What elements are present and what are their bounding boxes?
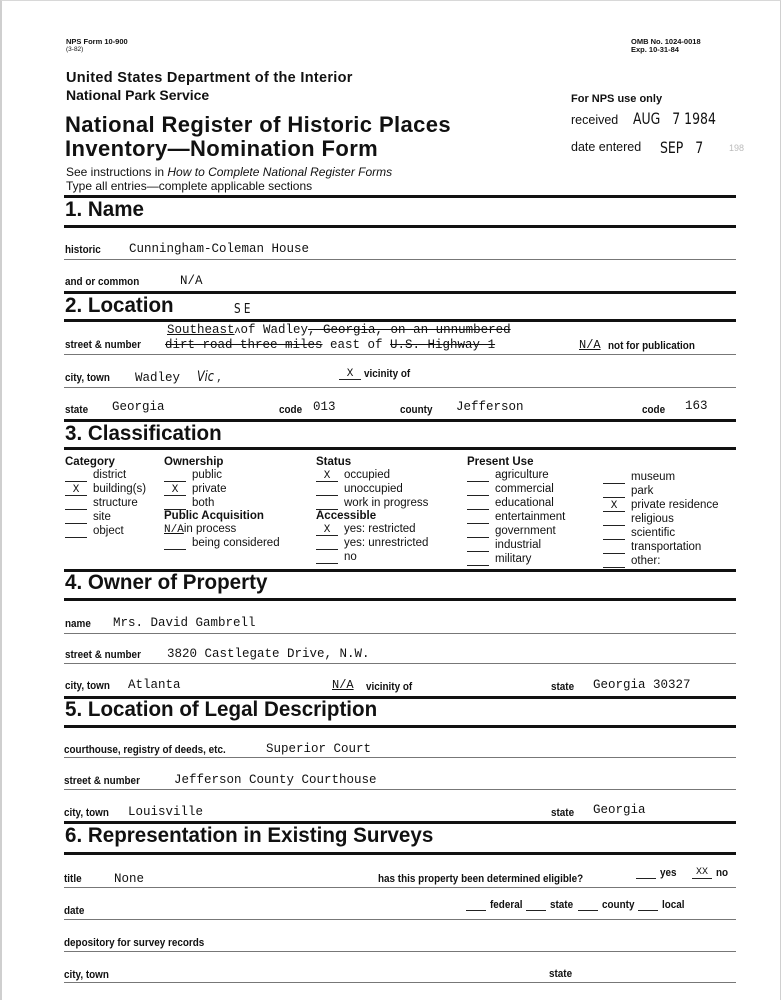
omb-number: OMB No. 1024-0018 [631, 37, 701, 46]
owner-state-label: state [551, 681, 575, 693]
option-label: entertainment [495, 511, 566, 523]
handwritten-vicinity-note: Vic , [197, 369, 222, 385]
legal-city-field[interactable]: Louisville [128, 805, 204, 819]
status-heading: Status [316, 456, 352, 468]
checkbox-mark [467, 555, 489, 566]
option-label: federal [490, 899, 523, 911]
survey-state-label: state [549, 968, 573, 980]
line [64, 951, 736, 952]
option-label: object [93, 525, 124, 537]
eligible-no-option[interactable] [692, 867, 729, 879]
option-label: building(s) [93, 483, 147, 495]
section-6-heading: 6. Representation in Existing Surveys [65, 824, 434, 847]
checkbox-mark [467, 485, 489, 496]
street-underlined-text: Southeast [167, 323, 235, 337]
use-option-agriculture[interactable] [467, 468, 565, 482]
acquisition-option-being-considered[interactable] [164, 536, 280, 550]
checkbox-mark [467, 499, 489, 510]
use-option-religious[interactable] [603, 512, 719, 526]
option-label: government [495, 525, 556, 537]
present-use-heading: Present Use [467, 456, 534, 468]
use-option-commercial[interactable] [467, 482, 565, 496]
present-use-group [467, 456, 565, 566]
option-label: no [716, 867, 729, 879]
use-option-educational[interactable] [467, 496, 565, 510]
option-label: state [550, 899, 574, 911]
checkbox-mark [164, 539, 186, 550]
option-label: both [192, 497, 215, 509]
option-label: other: [631, 555, 661, 567]
legal-street-label: street & number [64, 775, 140, 787]
use-option-park[interactable] [603, 484, 719, 498]
line [64, 354, 736, 355]
checkbox-mark [65, 499, 87, 510]
department-name: United States Department of the Interior [66, 70, 353, 86]
city-town-label: city, town [65, 372, 110, 384]
category-option-site[interactable] [65, 510, 146, 524]
form-revision: (3-82) [66, 46, 84, 53]
checkbox-mark [603, 529, 625, 540]
option-label: county [601, 899, 635, 911]
option-label: military [495, 553, 532, 565]
legal-city-label: city, town [64, 807, 109, 819]
use-option-other[interactable] [603, 554, 719, 568]
expiration-date: Exp. 10-31-84 [631, 45, 679, 54]
checkbox-mark: X [65, 485, 87, 496]
option-label: being considered [192, 537, 280, 549]
section-5-heading: 5. Location of Legal Description [65, 698, 378, 721]
eligible-yes-option[interactable] [636, 867, 678, 879]
checkbox-mark: X [316, 525, 338, 536]
instructions-prefix: See instructions in [66, 165, 168, 179]
received-stamp: AUG 7 1984 [633, 109, 716, 128]
checkbox-mark [603, 473, 625, 484]
checkbox-mark: X [316, 471, 338, 482]
option-label: work in progress [344, 497, 429, 509]
checkbox-mark: X [603, 501, 625, 512]
use-option-museum[interactable] [603, 470, 719, 484]
checkbox-mark [636, 868, 656, 879]
status-group [316, 456, 428, 564]
survey-title-label: title [64, 873, 82, 885]
option-label: scientific [631, 527, 676, 539]
section-1-divider [64, 225, 736, 228]
option-label: transportation [631, 541, 702, 553]
vicinity-checkbox[interactable] [339, 368, 415, 380]
option-label: district [93, 469, 127, 481]
historic-name-field[interactable]: Cunningham-Coleman House [129, 242, 310, 256]
line [64, 919, 736, 920]
section-2-divider [64, 319, 736, 322]
owner-street-field[interactable]: 3820 Castlegate Drive, N.W. [167, 647, 370, 661]
owner-vicinity-mark[interactable]: N/A [332, 678, 354, 692]
owner-city-label: city, town [65, 680, 110, 692]
use-option-private-residence[interactable] [603, 498, 719, 512]
checkbox-mark [65, 527, 87, 538]
county-field[interactable]: Jefferson [456, 400, 524, 414]
owner-state-field[interactable]: Georgia 30327 [593, 678, 691, 692]
option-label: industrial [495, 539, 542, 551]
checkbox-mark [164, 471, 186, 482]
level-option-local[interactable] [638, 899, 687, 911]
ownership-heading: Ownership [164, 456, 224, 468]
common-name-label: and or common [65, 276, 140, 288]
use-option-industrial[interactable] [467, 538, 565, 552]
checkbox-mark: XX [692, 868, 712, 879]
owner-name-label: name [65, 618, 91, 630]
street-line-2[interactable] [165, 338, 495, 352]
section-4-heading: 4. Owner of Property [65, 571, 268, 594]
instructions-reference: How to Complete National Register Forms [167, 165, 393, 179]
ownership-option-public[interactable] [164, 468, 280, 482]
category-heading: Category [65, 456, 115, 468]
present-use-group-2 [603, 470, 719, 568]
checkbox-mark [578, 900, 598, 911]
category-group [65, 456, 146, 538]
instructions-line1 [66, 165, 392, 179]
option-label: yes: restricted [344, 523, 416, 535]
legal-state-field[interactable]: Georgia [593, 803, 646, 817]
agency-name: National Park Service [66, 87, 210, 103]
line [64, 633, 736, 634]
section-6-divider [64, 852, 736, 855]
category-option-buildings[interactable] [65, 482, 146, 496]
instructions-line2: Type all entries—complete applicable sections [66, 179, 313, 193]
use-option-entertainment[interactable] [467, 510, 565, 524]
date-entered-stamp: SEP 7 [660, 138, 704, 157]
street-text: of Wadley [240, 323, 309, 337]
checkbox-mark [467, 541, 489, 552]
public-acquisition-heading: Public Acquisition [164, 510, 264, 522]
option-label: yes [660, 867, 677, 879]
line [64, 789, 736, 790]
survey-date-label: date [64, 905, 85, 917]
owner-city-field[interactable]: Atlanta [128, 678, 181, 692]
option-label: occupied [344, 469, 391, 481]
vicinity-mark: X [339, 369, 361, 380]
option-label: no [344, 551, 357, 563]
section-2-heading: 2. Location [65, 294, 174, 317]
accessible-heading: Accessible [316, 510, 377, 522]
line [64, 887, 736, 888]
handwritten-se-annotation: S E [234, 302, 251, 317]
street-struck-text-3: U.S. Highway 1 [390, 338, 496, 352]
ownership-option-private[interactable] [164, 482, 280, 496]
legal-street-field[interactable]: Jefferson County Courthouse [174, 773, 377, 787]
date-entered-faint-year: 198 [729, 143, 745, 153]
insertion-caret: ʌ [234, 326, 241, 337]
status-option-work-in-progress[interactable] [316, 496, 428, 510]
county-label: county [400, 404, 433, 416]
street-struck-text-2: dirt road three miles [165, 338, 323, 352]
section-4-divider [64, 598, 736, 601]
checkbox-mark [467, 513, 489, 524]
checkbox-mark [164, 499, 186, 510]
category-option-object[interactable] [65, 524, 146, 538]
checkbox-mark: X [164, 485, 186, 496]
checkbox-mark [316, 539, 338, 550]
option-label: commercial [495, 483, 554, 495]
checkbox-mark [65, 513, 87, 524]
form-title-line1: National Register of Historic Places [65, 112, 452, 137]
use-option-scientific[interactable] [603, 526, 719, 540]
checkbox-mark [467, 471, 489, 482]
checkbox-mark: N/A [164, 524, 184, 536]
status-option-unoccupied[interactable] [316, 482, 428, 496]
street-text-2: east of [322, 338, 391, 352]
checkbox-mark [65, 471, 87, 482]
ownership-option-both[interactable] [164, 496, 280, 510]
checkbox-mark [316, 499, 338, 510]
option-label: local [661, 899, 685, 911]
date-entered-label: date entered [571, 140, 642, 154]
option-label: unoccupied [344, 483, 403, 495]
state-label: state [65, 404, 89, 416]
legal-state-label: state [551, 807, 575, 819]
received-label: received [571, 113, 619, 127]
checkbox-mark [316, 553, 338, 564]
vicinity-label: vicinity of [364, 368, 411, 380]
option-label: museum [631, 471, 676, 483]
category-option-district[interactable] [65, 468, 146, 482]
state-code-field[interactable]: 013 [313, 400, 336, 414]
depository-label: depository for survey records [64, 937, 205, 949]
level-option-federal[interactable] [466, 899, 522, 911]
survey-level-options [466, 899, 687, 911]
line [64, 663, 736, 664]
checkbox-mark [603, 557, 625, 568]
state-code-label: code [279, 404, 303, 416]
street-line-1[interactable] [167, 323, 511, 337]
option-label: agriculture [495, 469, 549, 481]
option-label: in process [183, 523, 237, 535]
survey-title-field[interactable]: None [114, 872, 145, 886]
checkbox-mark [467, 527, 489, 538]
checkbox-mark [603, 543, 625, 554]
survey-city-label: city, town [64, 969, 109, 981]
nps-use-heading: For NPS use only [571, 93, 663, 105]
owner-vicinity-label: vicinity of [366, 681, 413, 693]
ownership-group [164, 456, 280, 550]
owner-name-field[interactable]: Mrs. David Gambrell [113, 616, 256, 630]
city-town-field[interactable]: Wadley [135, 371, 181, 385]
use-option-military[interactable] [467, 552, 565, 566]
accessible-option-unrestricted[interactable] [316, 536, 428, 550]
not-for-publication-label: not for publication [608, 340, 695, 352]
form-title-line2: Inventory—Nomination Form [65, 136, 379, 161]
checkbox-mark [526, 900, 546, 911]
county-code-field[interactable]: 163 [685, 399, 708, 413]
county-code-label: code [642, 404, 666, 416]
checkbox-mark [638, 900, 658, 911]
eligibility-question: has this property been determined eligible? [378, 873, 584, 885]
line [64, 982, 736, 983]
header-divider [64, 195, 736, 198]
use-option-government[interactable] [467, 524, 565, 538]
status-option-occupied[interactable] [316, 468, 428, 482]
accessible-option-no[interactable] [316, 550, 428, 564]
use-option-transportation[interactable] [603, 540, 719, 554]
acquisition-option-in-process[interactable] [164, 522, 280, 536]
line [64, 757, 736, 758]
checkbox-mark [466, 900, 486, 911]
common-name-field[interactable]: N/A [180, 274, 203, 288]
not-for-publication-mark[interactable]: N/A [579, 338, 601, 352]
option-label: public [192, 469, 223, 481]
section-1-heading: 1. Name [65, 198, 144, 221]
option-label: private [192, 483, 227, 495]
level-option-state[interactable] [526, 899, 574, 911]
option-label: religious [631, 513, 674, 525]
checkbox-mark [603, 515, 625, 526]
option-label: structure [93, 497, 138, 509]
form-number: NPS Form 10-900 [66, 37, 128, 46]
state-field[interactable]: Georgia [112, 400, 165, 414]
level-option-county[interactable] [578, 899, 634, 911]
section-3-heading: 3. Classification [65, 422, 222, 445]
option-label: yes: unrestricted [344, 537, 429, 549]
street-number-label: street & number [65, 339, 141, 351]
courthouse-label: courthouse, registry of deeds, etc. [64, 744, 226, 756]
owner-street-label: street & number [65, 649, 141, 661]
section-3-divider [64, 447, 736, 450]
checkbox-mark [316, 485, 338, 496]
section-5-divider [64, 725, 736, 728]
option-label: site [93, 511, 111, 523]
line [64, 387, 736, 388]
street-struck-text: , Georgia, on an unnumbered [308, 323, 511, 337]
option-label: educational [495, 497, 554, 509]
category-option-structure[interactable] [65, 496, 146, 510]
historic-label: historic [65, 244, 101, 256]
accessible-option-restricted[interactable] [316, 522, 428, 536]
option-label: park [631, 485, 654, 497]
line [64, 259, 736, 260]
option-label: private residence [631, 499, 719, 511]
courthouse-field[interactable]: Superior Court [266, 742, 372, 756]
checkbox-mark [603, 487, 625, 498]
